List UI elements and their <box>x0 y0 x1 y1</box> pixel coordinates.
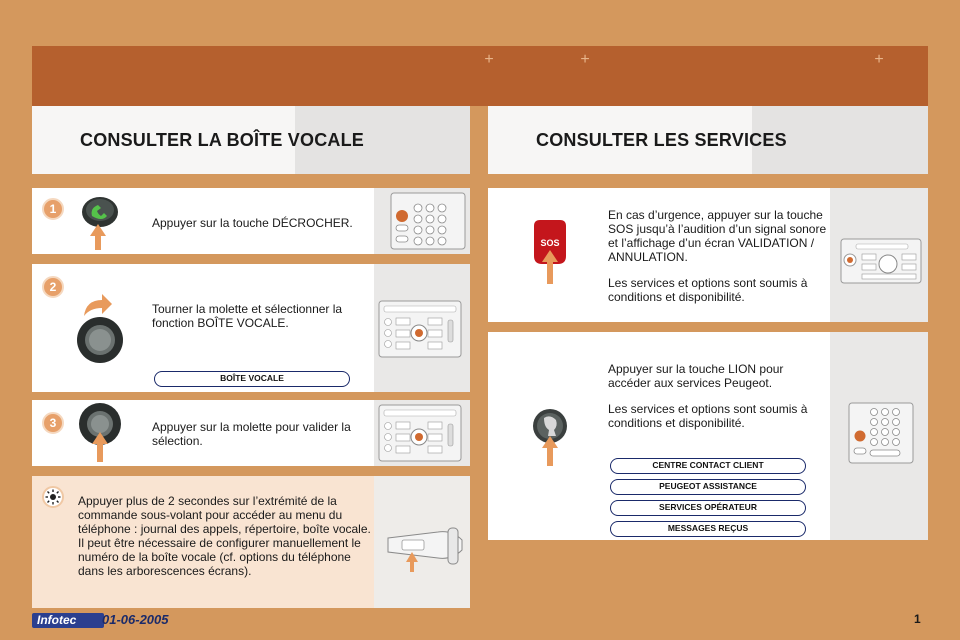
sos-button-icon <box>530 216 570 286</box>
press-knob-icon <box>76 402 124 464</box>
step-number-badge: 3 <box>42 412 64 434</box>
pickup-button-icon <box>74 194 122 252</box>
menu-option-messages-recus[interactable]: MESSAGES REÇUS <box>610 521 806 537</box>
menu-option-peugeot-assistance[interactable]: PEUGEOT ASSISTANCE <box>610 479 806 495</box>
lion-panel <box>488 332 928 540</box>
lion-button-icon <box>530 408 570 466</box>
menu-option-boite-vocale[interactable]: BOÎTE VOCALE <box>154 371 350 387</box>
infotec-logo: Infotec <box>32 613 104 628</box>
right-title-panel <box>488 106 928 174</box>
lion-text-1: Appuyer sur la touche LION pour accéder aux services Peugeot. <box>608 362 784 390</box>
left-title-panel <box>32 106 470 174</box>
step-number-badge: 2 <box>42 276 64 298</box>
left-section-title: CONSULTER LA BOÎTE VOCALE <box>80 130 364 150</box>
decor-cross-icon: + <box>874 51 884 68</box>
rotary-knob-icon <box>76 316 124 364</box>
steering-stalk-icon <box>384 516 468 576</box>
lion-text-2: Les services et options sont soumis à conditions et disponibilité. <box>608 402 808 430</box>
sos-text-2: Les services et options sont soumis à conditions et disponibilité. <box>608 276 808 304</box>
sos-label: SOS <box>540 238 560 248</box>
step-1-text: Appuyer sur la touche DÉCROCHER. <box>152 216 353 230</box>
step-2-text: Tourner la molette et sélectionner la fonction BOÎTE VOCALE. <box>152 302 343 330</box>
phone-keypad-icon <box>848 402 914 464</box>
tip-text: Appuyer plus de 2 secondes sur l’extrémité de la commande sous-volant pour accéder au menu du téléphone : journal des appels, répertoire, boîte vocale. Il peut être nécessaire de configurer manuellement le numéro de la boîte vocale (cf. options du téléphone dans les arborescences écrans). <box>78 494 371 578</box>
decor-cross-icon: + <box>580 51 590 68</box>
tip-panel <box>32 476 470 608</box>
step-1-panel <box>32 188 470 254</box>
sos-text-1: En cas d’urgence, appuyer sur la touche SOS jusqu’à l’audition d’un signal sonore et l’affichage d’un écran VALIDATION / ANNULATION. <box>608 208 827 264</box>
audio-unit-icon <box>840 238 922 284</box>
phone-keypad-icon <box>390 192 466 250</box>
page-number: 1 <box>914 612 921 626</box>
radio-panel-icon <box>378 404 462 462</box>
menu-option-centre-contact-client[interactable]: CENTRE CONTACT CLIENT <box>610 458 806 474</box>
step-2-panel <box>32 264 470 392</box>
tip-sun-icon <box>42 486 64 508</box>
step-3-text: Appuyer sur la molette pour valider la sélection. <box>152 420 351 448</box>
header-band <box>32 46 928 106</box>
edition-date: 01-06-2005 <box>102 612 169 627</box>
rotate-arrow-icon <box>82 292 114 318</box>
step-number-badge: 1 <box>42 198 64 220</box>
sos-panel <box>488 188 928 322</box>
menu-option-services-operateur[interactable]: SERVICES OPÉRATEUR <box>610 500 806 516</box>
step-3-panel <box>32 400 470 466</box>
radio-panel-icon <box>378 300 462 358</box>
right-section-title: CONSULTER LES SERVICES <box>536 130 787 150</box>
decor-cross-icon: + <box>484 51 494 68</box>
